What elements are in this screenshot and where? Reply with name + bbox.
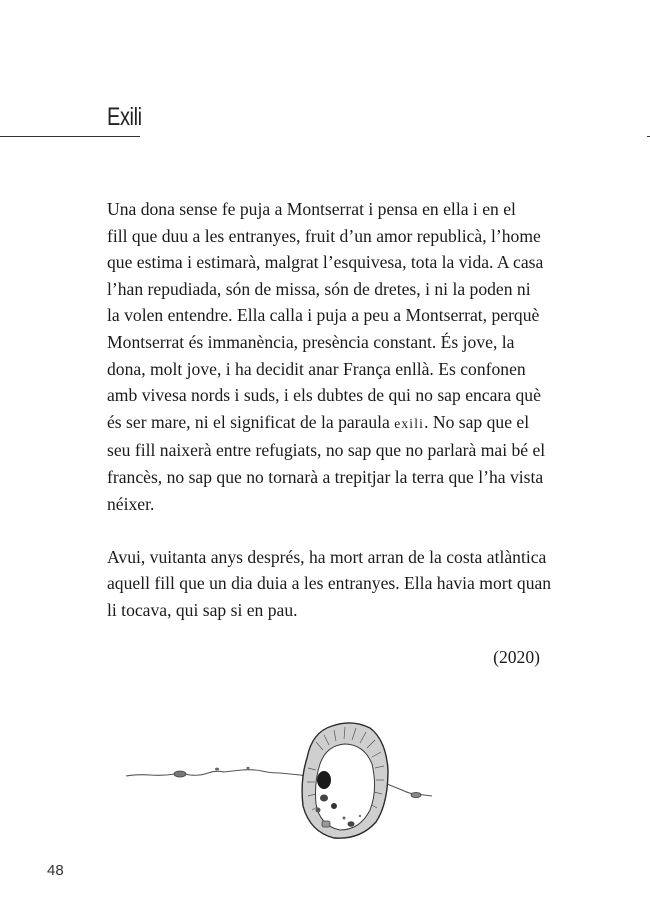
text-line: aquell fill que un dia duia a les entranyes. Ella havia mort quan [107,573,552,594]
date: (2020) [493,647,540,667]
text-line: dona, molt jove, i ha decidit anar França enllà. Es confonen [107,358,526,379]
text-line: l’han repudiada, són de missa, són de dretes, i ni la poden ni [107,278,531,299]
page-number: 48 [47,862,64,879]
text-line [107,409,547,438]
text-segment: . No sap que el [424,411,530,432]
smallcaps-word: exili [394,415,425,431]
body-text [107,196,552,624]
text-line: Montserrat és immanència, presència constant. És jove, la [107,331,515,352]
text-line: que estima i estimarà, malgrat l’esquivesa, tota la vida. A casa [107,252,544,273]
text-line: Una dona sense fe puja a Montserrat i pensa en ella i en el [107,199,516,219]
text-line: li tocava, qui sap si en pau. [107,599,298,620]
paragraph-1 [107,196,547,517]
text-segment: és ser mare, ni el significat de la paraula [107,411,395,432]
text-line: néixer. [107,493,155,514]
title-rule [0,136,140,137]
text-line: Avui, vuitanta anys després, ha mort arran de la costa atlàntica [107,546,547,567]
chapter-title: Exili [107,103,142,131]
stone-drawing-icon [120,718,450,848]
text-line: fill que duu a les entranyes, fruit d’un amor republicà, l’home [107,225,541,246]
text-line: amb vivesa nords i suds, i els dubtes de qui no sap encara què [107,385,541,406]
paragraph-2 [107,544,552,624]
text-line: seu fill naixerà entre refugiats, no sap que no parlarà mai bé el [107,440,546,461]
text-line: francès, no sap que no tornarà a trepitjar la terra que l’ha vista [107,466,544,487]
text-line: la volen entendre. Ella calla i puja a peu a Montserrat, perquè [107,305,540,326]
